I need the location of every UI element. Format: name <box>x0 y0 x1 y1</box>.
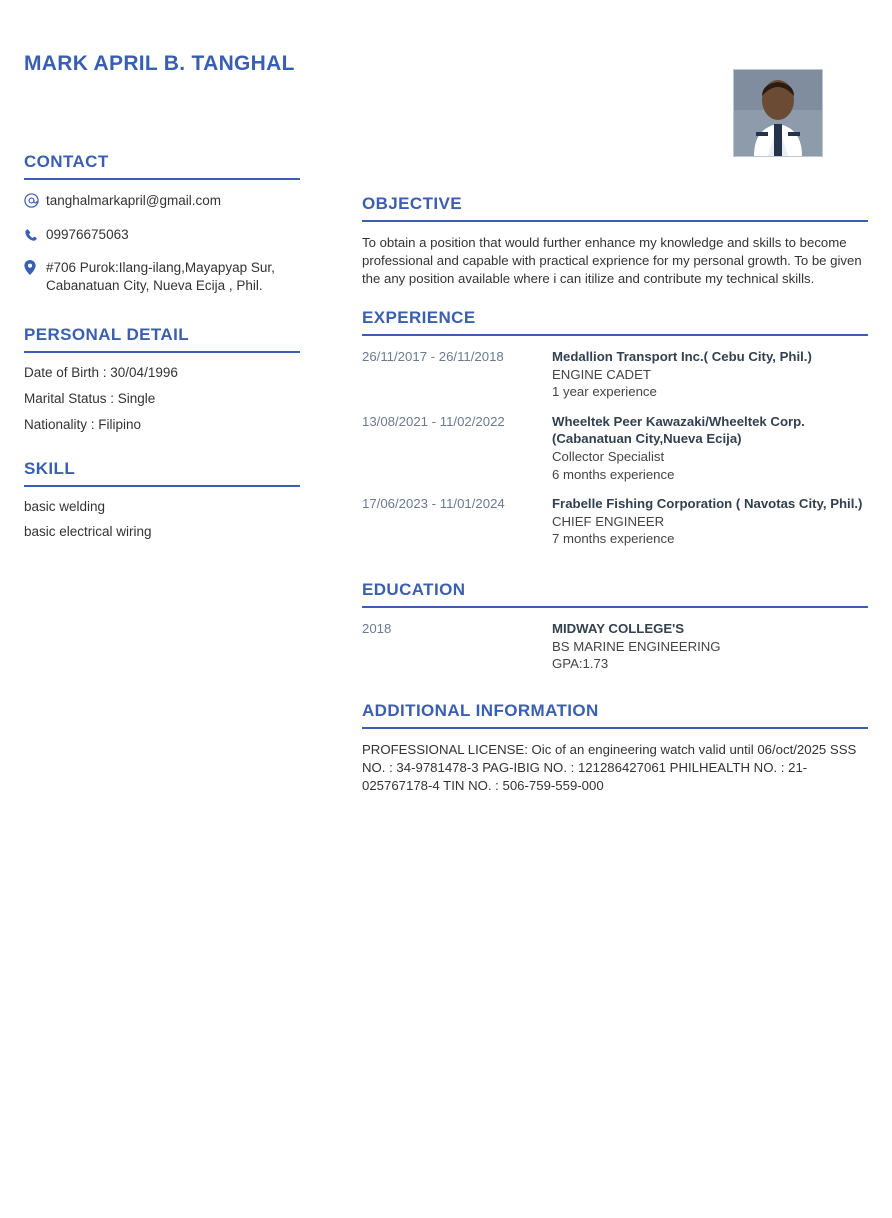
contact-item-phone <box>24 226 300 245</box>
experience-role: CHIEF ENGINEER <box>552 513 665 529</box>
experience-role: Collector Specialist <box>552 448 665 464</box>
experience-company: Medallion Transport Inc.( Cebu City, Phil.) <box>552 349 812 365</box>
experience-details <box>552 495 868 548</box>
experience-company: Frabelle Fishing Corporation ( Navotas City, Phil.) <box>552 496 863 512</box>
contact-item-email <box>24 192 300 211</box>
experience-divider <box>362 334 868 336</box>
right-column <box>314 152 868 795</box>
avatar <box>733 69 823 157</box>
education-year: 2018 <box>362 620 392 636</box>
resume-body <box>24 152 868 795</box>
contact-heading: CONTACT <box>24 152 109 171</box>
experience-section <box>362 308 868 547</box>
experience-item <box>362 413 868 483</box>
contact-phone-text[interactable]: 09976675063 <box>46 226 129 242</box>
objective-text: To obtain a position that would further enhance my knowledge and skills to become professional and capable with practical exprience for my personal growth. To be given the any position available where i can itilize and contribute my technical skills. <box>362 235 862 287</box>
contact-address-text: #706 Purok:Ilang-ilang,Mayapyap Sur, Cabanatuan City, Nueva Ecija , Phil. <box>46 260 275 293</box>
experience-date: 26/11/2017 - 26/11/2018 <box>362 349 504 365</box>
experience-details <box>552 413 868 483</box>
additional-information-divider <box>362 727 868 729</box>
education-divider <box>362 606 868 608</box>
page-title: MARK APRIL B. TANGHAL <box>24 52 295 75</box>
objective-section <box>362 194 868 288</box>
skill-heading: SKILL <box>24 459 76 479</box>
experience-details <box>552 348 868 401</box>
phone-icon <box>24 226 46 245</box>
additional-information-heading: ADDITIONAL INFORMATION <box>362 701 599 721</box>
experience-date: 13/08/2021 - 11/02/2022 <box>362 413 505 429</box>
contact-item-address <box>24 259 300 294</box>
experience-duration: 6 months experience <box>552 466 675 482</box>
personal-detail-heading: PERSONAL DETAIL <box>24 325 189 345</box>
contact-divider <box>24 178 300 180</box>
education-heading: EDUCATION <box>362 579 466 599</box>
spacer <box>362 681 868 701</box>
email-icon <box>24 192 46 211</box>
contact-section <box>24 152 300 294</box>
education-item <box>362 620 868 673</box>
education-gpa: GPA:1.73 <box>552 656 609 672</box>
experience-date: 17/06/2023 - 11/01/2024 <box>362 496 505 512</box>
objective-divider <box>362 220 868 222</box>
additional-information-section <box>362 701 868 795</box>
contact-email-text[interactable]: tanghalmarkapril@gmail.com <box>46 193 222 208</box>
experience-item <box>362 348 868 401</box>
skill-divider <box>24 485 300 487</box>
education-details <box>552 620 868 673</box>
left-column <box>24 152 314 549</box>
education-degree: BS MARINE ENGINEERING <box>552 638 721 654</box>
education-section <box>362 580 868 673</box>
experience-duration: 7 months experience <box>552 531 675 547</box>
spacer <box>362 560 868 580</box>
spacer <box>24 309 300 325</box>
spacer <box>24 443 300 459</box>
education-school: MIDWAY COLLEGE'S <box>552 620 685 636</box>
resume-header <box>24 52 868 152</box>
personal-detail-item: Nationality : Filipino <box>24 417 142 433</box>
experience-company: Wheeltek Peer Kawazaki/Wheeltek Corp. (Cabanatuan City,Nueva Ecija) <box>552 413 805 447</box>
skill-section <box>24 459 300 539</box>
portrait-photo-icon <box>734 70 822 156</box>
skill-item: basic electrical wiring <box>24 524 152 540</box>
personal-detail-divider <box>24 351 300 353</box>
spacer <box>362 288 868 308</box>
personal-detail-item: Marital Status : Single <box>24 391 156 407</box>
objective-heading: OBJECTIVE <box>362 194 462 213</box>
additional-information-text: PROFESSIONAL LICENSE: Oic of an engineering watch valid until 06/oct/2025 SSS NO. : 34-9781478-3 PAG-IBIG NO. : 121286427061 PHILHEALTH NO. : 21-025767178-4 TIN NO. : 506-759-559-000 <box>362 742 857 794</box>
experience-heading: EXPERIENCE <box>362 308 476 328</box>
personal-detail-section <box>24 325 300 432</box>
skill-item: basic welding <box>24 499 106 515</box>
experience-item <box>362 495 868 548</box>
experience-role: ENGINE CADET <box>552 366 651 382</box>
contact-list <box>24 192 300 294</box>
personal-detail-item: Date of Birth : 30/04/1996 <box>24 365 178 381</box>
location-icon <box>24 259 46 278</box>
experience-duration: 1 year experience <box>552 384 657 400</box>
